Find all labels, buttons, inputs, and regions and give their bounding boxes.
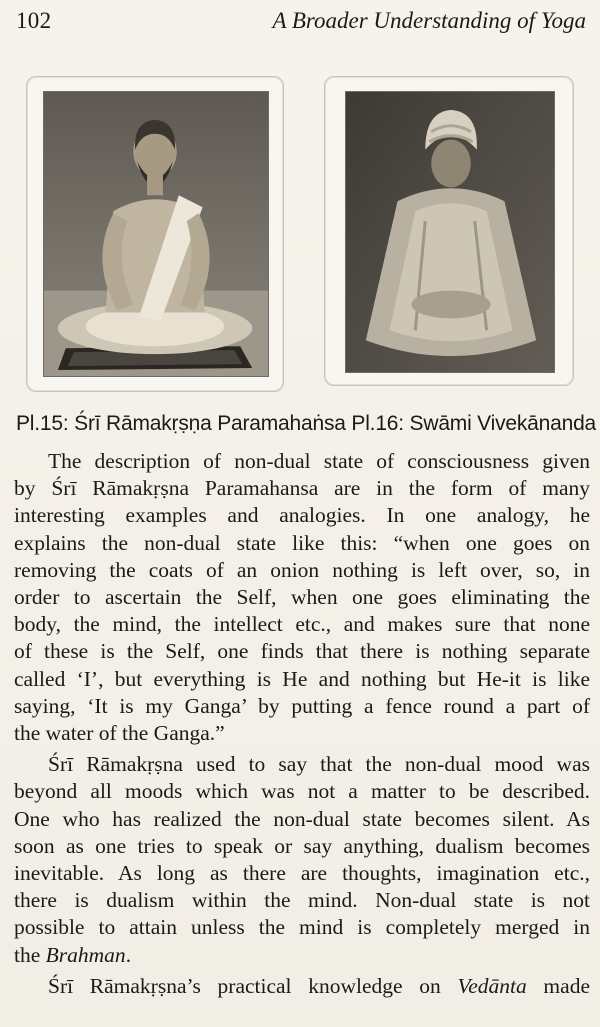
text-line: inevitable. As long as there are thoughts, imagination etc., [14,861,590,886]
text-line: One who has realized the non-dual state becomes silent. As [14,806,590,831]
text-line: by Śrī Rāmakṛṣna Paramahansa are in the form of many [14,476,590,501]
text-line: Śrī Rāmakṛṣna used to say that the non-dual mood was [48,752,590,777]
text-line: of these is the Self, one finds that there is nothing separate [14,639,590,664]
text-fragment: made [526,973,590,998]
plate-captions [16,412,597,436]
text-line: saying, ‘It is my Ganga’ by putting a fence round a part of [14,693,590,718]
text-line: interesting examples and analogies. In one analogy, he [14,503,590,528]
paragraph-2 [14,751,590,969]
caption-plate-16: Pl.16: Swāmi Vivekānanda [351,412,597,435]
text-fragment: Śrī Rāmakṛṣna’s practical knowledge on [48,973,458,998]
text-line: possible to attain unless the mind is completely merged in [14,915,590,940]
text-line: removing the coats of an onion nothing is left over, so, in [14,557,590,582]
text-line: soon as one tries to speak or say anything, dualism becomes [14,833,590,858]
text-line: the water of the Ganga.” [14,721,225,746]
plate-15-photo [43,91,269,377]
emphasized-term: Vedānta [457,973,527,998]
caption-plate-15: Pl.15: Śrī Rāmakṛṣṇa Paramahaṅsa [16,412,346,435]
text-line: there is dualism within the mind. Non-dual state is not [14,888,590,913]
text-line [14,973,590,1000]
text-line: called ‘I’, but everything is He and nothing but He-it is like [14,666,590,691]
text-line: body, the mind, the intellect etc., and makes sure that none [14,612,590,637]
running-head: A Broader Understanding of Yoga [272,8,586,33]
page-number: 102 [16,8,52,33]
text-line [14,942,590,969]
text-line: The description of non-dual state of consciousness given [48,449,590,473]
plate-16-frame [324,76,574,386]
page-header [16,8,586,42]
paragraph-1 [14,448,590,747]
body-text [14,448,590,1004]
text-line: beyond all moods which was not a matter to be described. [14,779,590,804]
text-fragment: the [14,942,46,967]
emphasized-term: Brahman [45,942,126,967]
text-line: explains the non-dual state like this: “when one goes on [14,530,590,555]
paragraph-3 [14,973,590,1000]
text-fragment: . [125,942,132,967]
plate-16-photo [345,91,555,373]
text-line: order to ascertain the Self, when one goes eliminating the [14,585,590,610]
plate-15-frame [26,76,284,392]
